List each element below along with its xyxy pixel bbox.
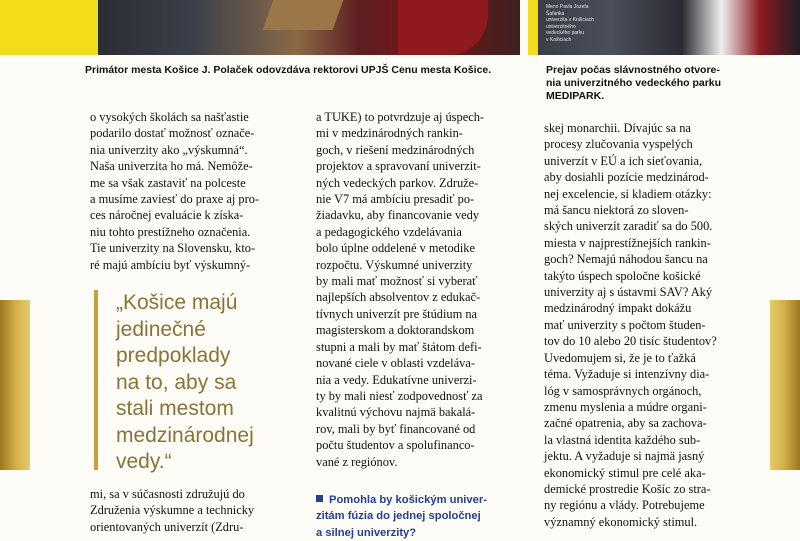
text-line: bolo úplne oddelené v metodike bbox=[316, 241, 475, 256]
text-line: ces náročnej evaluácie k získa- bbox=[90, 208, 244, 223]
text-line: o vysokých školách sa našťastie bbox=[90, 110, 249, 124]
column-1-continued bbox=[90, 486, 254, 535]
text-line: aby dosiahli pozície medzinárod- bbox=[544, 170, 709, 185]
text-line: miesta v najprestížnejších rankin- bbox=[544, 235, 711, 250]
photo-medipark-opening bbox=[528, 0, 800, 55]
photo-image bbox=[538, 0, 800, 55]
text-line: me sa však zastaviť na polceste bbox=[90, 175, 246, 190]
text-line: Združenia výskumne a technicky bbox=[90, 503, 255, 518]
text-line: demické prostredie Košíc zo stra- bbox=[544, 481, 711, 496]
text-line: ekonomický stimul pre celé aka- bbox=[544, 465, 706, 480]
column-2-text bbox=[316, 109, 484, 470]
gold-decorative-bar-right bbox=[770, 300, 800, 470]
gold-decorative-bar-left bbox=[0, 300, 30, 470]
text-line: jektu. A vyžaduje si najmä jasný bbox=[544, 449, 705, 464]
photo-sign-text: Meno Pavla Jozefa Šafárika univerzita v Košiciach univerzitného vedeckého parku v Košiciach bbox=[546, 4, 595, 43]
text-line: najlepších absolventov z edukač- bbox=[316, 290, 481, 305]
text-line: kvalitnú výchovu najmä bakalá- bbox=[316, 405, 476, 420]
text-line: vedy.“ bbox=[116, 450, 172, 473]
column-3-text bbox=[544, 120, 717, 530]
text-line: by mali mať možnosť si vyberať bbox=[316, 274, 478, 289]
text-line: lóg v samosprávnych orgánoch, bbox=[544, 383, 702, 398]
column-1-text bbox=[90, 109, 259, 273]
text-line: Naša univerzita ho má. Nemôže- bbox=[90, 159, 253, 174]
text-line: niu tohto prestížneho označenia. bbox=[90, 224, 251, 239]
text-line: projektov a spravovaní univerzit- bbox=[316, 159, 481, 174]
text-line: ty by mali niesť zodpovednosť za bbox=[316, 388, 483, 403]
text-line: téma. Vyžaduje si intenzívny dia- bbox=[544, 367, 710, 382]
text-line: mi, sa v súčasnosti združujú do bbox=[90, 487, 245, 501]
text-line: univerzít v EÚ a ich sieťovania, bbox=[544, 153, 703, 168]
text-line: stali mestom bbox=[116, 397, 234, 420]
interview-question: Pomohla by košickým univer- zitám fúzia do jednej spoločnej a silnej univerzity? bbox=[316, 494, 487, 539]
text-line: začné opatrenia, aby sa zachova- bbox=[544, 416, 707, 431]
text-line: „Košice majú bbox=[116, 291, 238, 314]
text-line: goch, v riešení medzinárodných bbox=[316, 142, 475, 157]
text-line: ny regiónu a vlády. Potrebujeme bbox=[544, 498, 705, 513]
text-line: počtu študentov a spolufinanco- bbox=[316, 438, 475, 453]
text-line: tov do 10 alebo 20 tisíc študentov? bbox=[544, 334, 717, 349]
text-line: rozpočtu. Výskumné univerzity bbox=[316, 257, 473, 272]
text-line: vané z regiónov. bbox=[316, 454, 398, 469]
text-line: mi v medzinárodných rankin- bbox=[316, 126, 463, 141]
text-line: zmenu myslenia a múdre organi- bbox=[544, 399, 707, 414]
text-line: nej excelencie, si kladiem otázky: bbox=[544, 186, 712, 201]
text-line: významný ekonomický stimul. bbox=[544, 514, 698, 529]
photo-caption-right: Prejav počas slávnostného otvore- nia univerzitného vedeckého parku MEDIPARK. bbox=[546, 64, 722, 102]
text-line: magisterskom a doktorandskom bbox=[316, 323, 475, 338]
text-line: mať univerzity s počtom študen- bbox=[544, 317, 706, 332]
text-line: na to, aby sa bbox=[116, 370, 237, 394]
text-line: Tie univerzity na Slovensku, kto- bbox=[90, 241, 256, 256]
text-line: nia univerzity ako „výskumná“. bbox=[90, 142, 248, 157]
text-line: ských univerzít zaradiť sa do 500. bbox=[544, 219, 713, 234]
photo-image bbox=[98, 0, 520, 55]
photo-caption-left: Primátor mesta Košice J. Polaček odovzdáva rektorovi UPJŠ Cenu mesta Košice. bbox=[85, 64, 492, 76]
text-line: žiadavku, aby financovanie vedy bbox=[316, 208, 480, 223]
text-line: Uvedomujem si, že je to ťažká bbox=[544, 350, 696, 365]
text-line: medzinárodný impakt dokážu bbox=[544, 301, 692, 316]
text-line: la vlastná identita každého sub- bbox=[544, 432, 701, 447]
text-line: skej monarchii. Dívajúc sa na bbox=[544, 121, 691, 135]
text-line: nie V7 má ambíciu presadiť po- bbox=[316, 192, 475, 207]
text-line: takýto úspech spoločne košické bbox=[544, 268, 701, 283]
text-line: tívnych univerzít pre štúdium na bbox=[316, 306, 478, 321]
text-line: podarilo dostať možnosť označe- bbox=[90, 126, 255, 141]
text-line: nované ciele v oblasti vzdeláva- bbox=[316, 356, 475, 371]
text-line: goch? Nemajú náhodou šancu na bbox=[544, 252, 708, 267]
text-line: orientovaných univerzít (Zdru- bbox=[90, 519, 244, 534]
text-line: medzinárodnej bbox=[116, 423, 254, 447]
text-line: ré majú ambíciu byť výskumný- bbox=[90, 257, 251, 272]
text-line: univerzity aj s ústavmi SAV? Aký bbox=[544, 285, 713, 300]
text-line: má šancu niektorá zo sloven- bbox=[544, 203, 689, 218]
text-line: predpoklady bbox=[116, 344, 231, 367]
text-line: rov, mali by byť financované od bbox=[316, 421, 476, 436]
text-line: jedinečné bbox=[116, 317, 206, 341]
text-line: a TUKE) to potvrdzuje aj úspech- bbox=[316, 110, 485, 124]
text-line: procesy zlučovania vyspelých bbox=[544, 137, 693, 152]
text-line: a musíme zaviesť do praxe aj pro- bbox=[90, 192, 260, 207]
text-line: ných vedeckých parkov. Združe- bbox=[316, 175, 479, 190]
text-line: nia a vedy. Edukatívne univerzi- bbox=[316, 372, 477, 387]
text-line: a pedagogického vzdelávania bbox=[316, 224, 462, 239]
text-line: stupni a mali by mať štátom defi- bbox=[316, 339, 482, 354]
pull-quote bbox=[94, 290, 294, 473]
photo-award-ceremony bbox=[0, 0, 520, 55]
question-bullet-icon bbox=[316, 495, 323, 502]
